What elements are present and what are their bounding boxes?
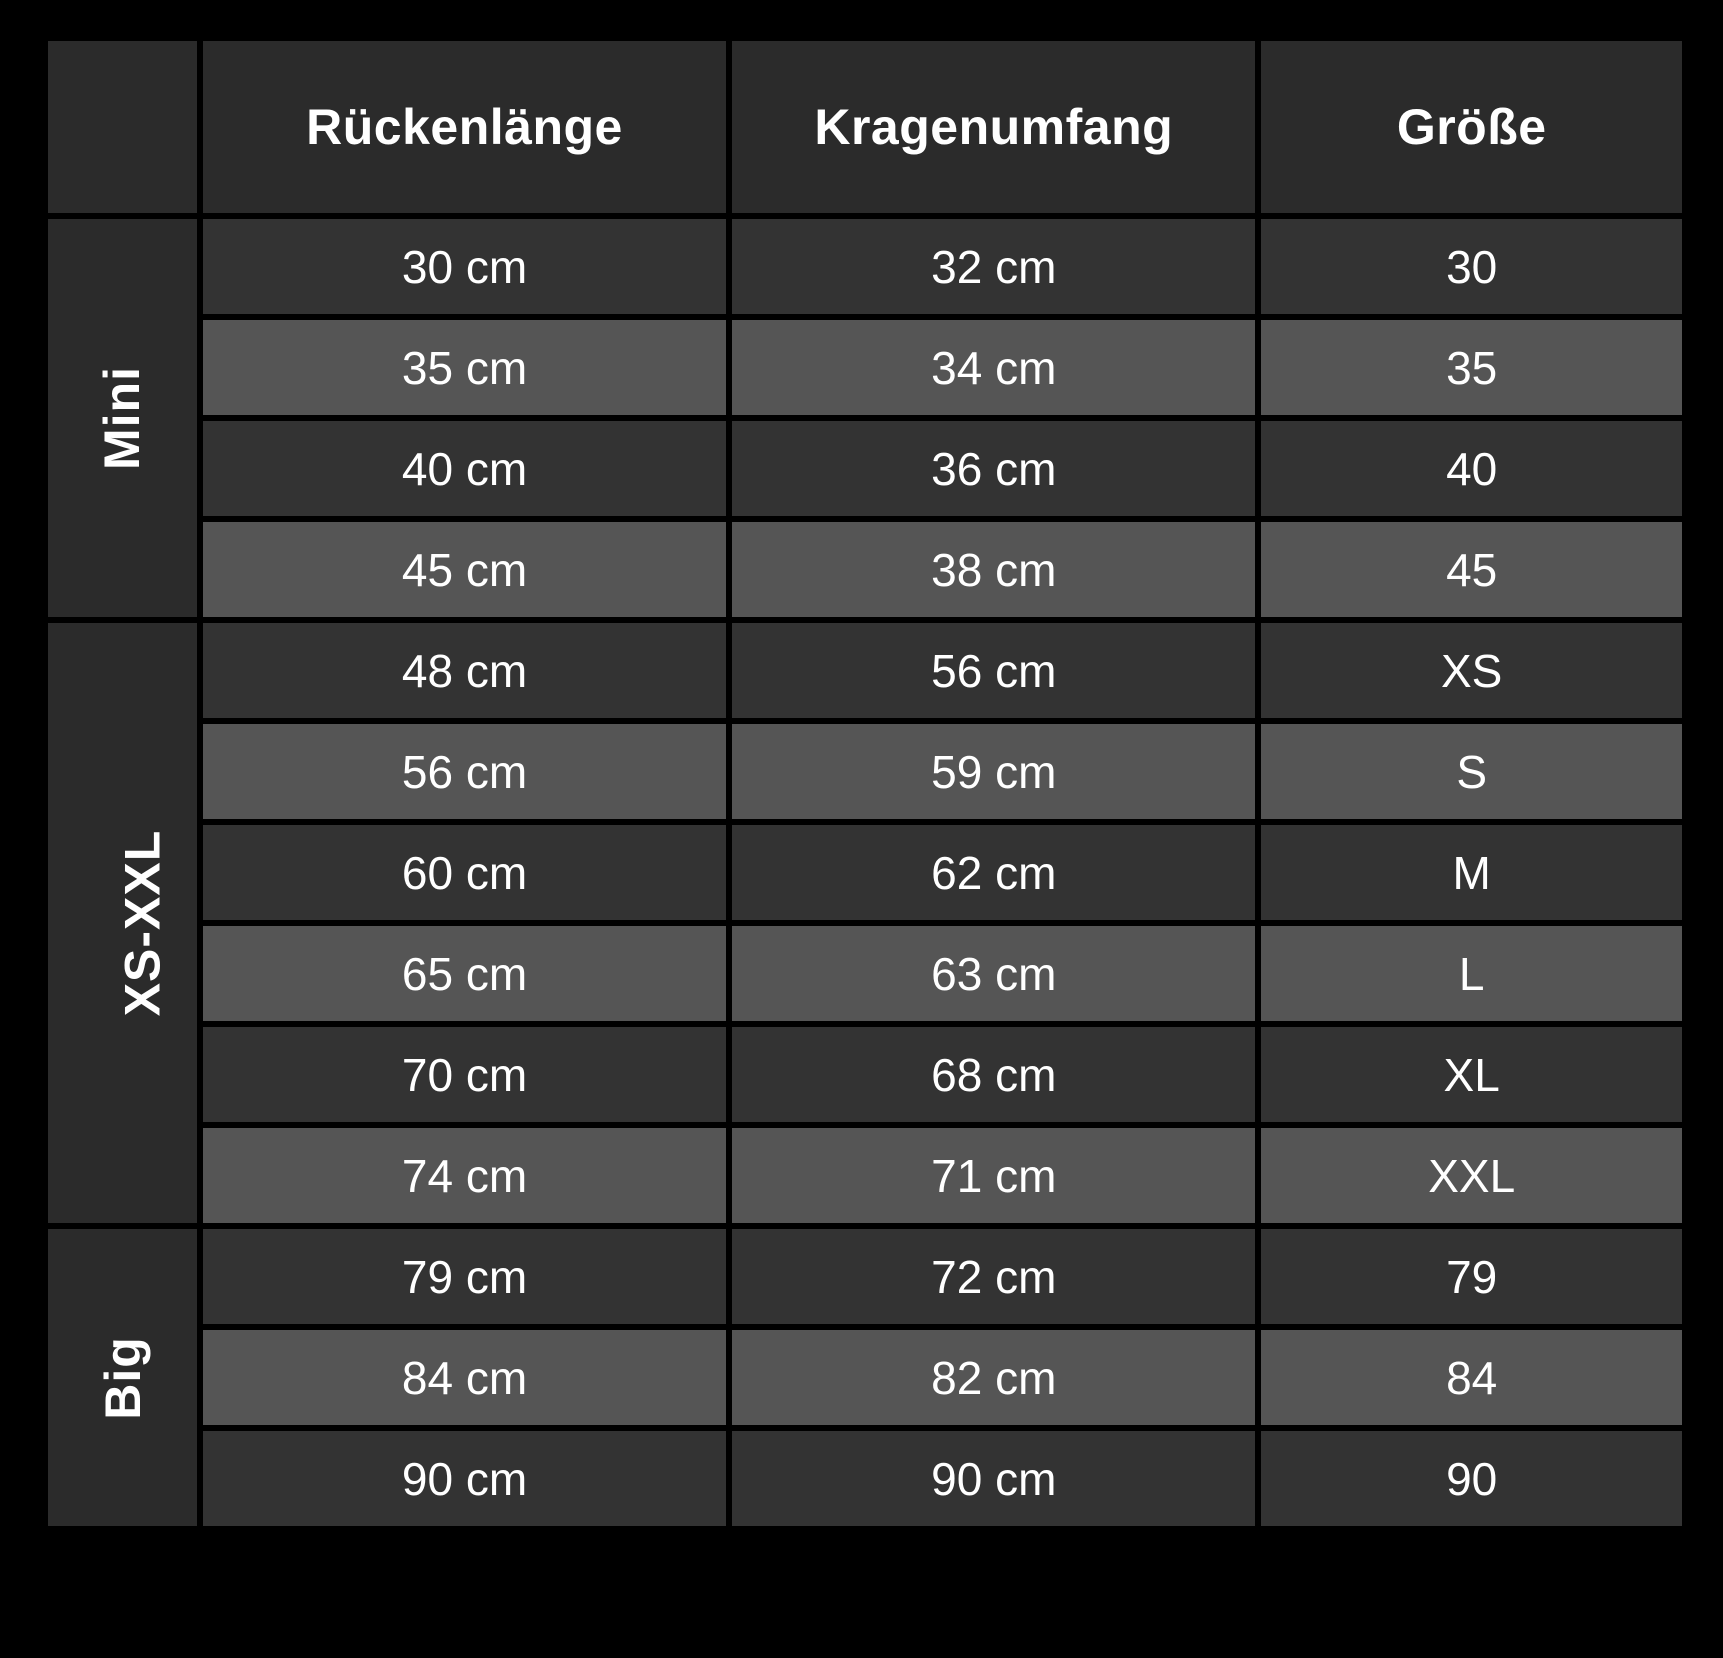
cell-size: 79 [1261, 1229, 1682, 1324]
cell-collar: 56 cm [732, 623, 1255, 718]
table-row [48, 219, 1682, 314]
cell-size: XS [1261, 623, 1682, 718]
cell-back-length: 74 cm [203, 1128, 726, 1223]
table-body-mini [48, 219, 1682, 617]
cell-collar: 71 cm [732, 1128, 1255, 1223]
table-body-xs-xxl [48, 623, 1682, 1223]
cell-back-length: 48 cm [203, 623, 726, 718]
cell-size: 84 [1261, 1330, 1682, 1425]
header-size: Größe [1261, 41, 1682, 213]
table-row [48, 1128, 1682, 1223]
table-row [48, 1027, 1682, 1122]
cell-collar: 82 cm [732, 1330, 1255, 1425]
table-row [48, 926, 1682, 1021]
cell-back-length: 60 cm [203, 825, 726, 920]
size-chart-table [42, 35, 1688, 1532]
cell-size: S [1261, 724, 1682, 819]
cell-back-length: 65 cm [203, 926, 726, 1021]
table-row [48, 421, 1682, 516]
header-back-length: Rückenlänge [203, 41, 726, 213]
cell-back-length: 45 cm [203, 522, 726, 617]
cell-size: 35 [1261, 320, 1682, 415]
group-label-xs-xxl-text: XS-XXL [114, 829, 171, 1017]
cell-back-length: 70 cm [203, 1027, 726, 1122]
table-row [48, 522, 1682, 617]
cell-back-length: 30 cm [203, 219, 726, 314]
cell-collar: 68 cm [732, 1027, 1255, 1122]
cell-back-length: 35 cm [203, 320, 726, 415]
table-row [48, 825, 1682, 920]
cell-size: L [1261, 926, 1682, 1021]
header-collar: Kragenumfang [732, 41, 1255, 213]
group-label-big [48, 1229, 197, 1526]
table-row [48, 1330, 1682, 1425]
cell-back-length: 84 cm [203, 1330, 726, 1425]
table-body-big [48, 1229, 1682, 1526]
table-header [48, 41, 1682, 213]
cell-collar: 36 cm [732, 421, 1255, 516]
group-label-mini-text: Mini [94, 366, 151, 470]
cell-collar: 59 cm [732, 724, 1255, 819]
group-label-mini [48, 219, 197, 617]
cell-size: M [1261, 825, 1682, 920]
cell-size: 30 [1261, 219, 1682, 314]
cell-back-length: 79 cm [203, 1229, 726, 1324]
cell-collar: 38 cm [732, 522, 1255, 617]
cell-collar: 32 cm [732, 219, 1255, 314]
cell-collar: 63 cm [732, 926, 1255, 1021]
cell-back-length: 40 cm [203, 421, 726, 516]
table-row [48, 1229, 1682, 1324]
group-label-big-text: Big [94, 1335, 151, 1420]
cell-collar: 62 cm [732, 825, 1255, 920]
cell-back-length: 90 cm [203, 1431, 726, 1526]
cell-size: 90 [1261, 1431, 1682, 1526]
header-group-blank [48, 41, 197, 213]
cell-size: XL [1261, 1027, 1682, 1122]
table-row [48, 1431, 1682, 1526]
group-label-xs-xxl [48, 623, 197, 1223]
table-row [48, 724, 1682, 819]
header-row [48, 41, 1682, 213]
table-row [48, 320, 1682, 415]
cell-size: 45 [1261, 522, 1682, 617]
cell-size: XXL [1261, 1128, 1682, 1223]
cell-collar: 34 cm [732, 320, 1255, 415]
table-row [48, 623, 1682, 718]
cell-collar: 72 cm [732, 1229, 1255, 1324]
cell-collar: 90 cm [732, 1431, 1255, 1526]
cell-back-length: 56 cm [203, 724, 726, 819]
cell-size: 40 [1261, 421, 1682, 516]
